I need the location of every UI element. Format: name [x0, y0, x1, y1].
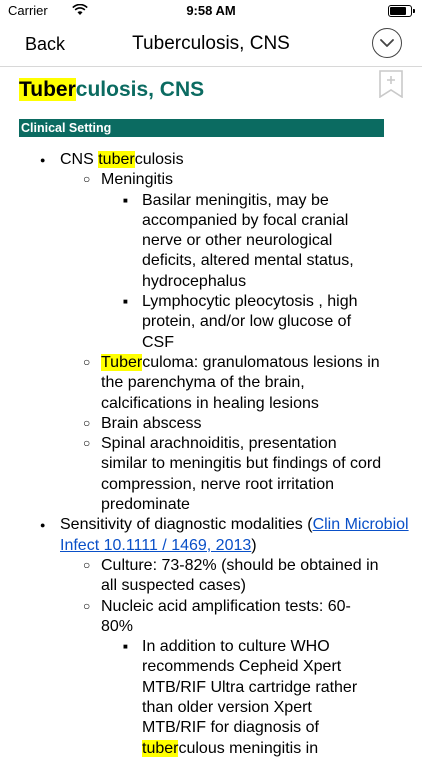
title-text: culosis, CNS: [75, 78, 205, 101]
list-item: ■ Lymphocytic pleocytosis , high protein, and/or low glucose of CSF: [0, 292, 422, 353]
list-item: ○ Spinal arachnoiditis, presentation similar to meningitis but findings of cord compression, nerve root irritation predominate: [0, 434, 422, 515]
article-title: [19, 78, 204, 102]
list-item: [0, 150, 422, 170]
list-item: ○ Culture: 73-82% (should be obtained in all suspected cases): [0, 556, 422, 597]
list-item-text: In addition to culture WHO recommends Cepheid Xpert MTB/RIF Ultra cartridge rather than older version Xpert MTB/RIF for diagnosis of: [142, 638, 358, 737]
list-item: [0, 637, 422, 759]
page-title: Tuberculosis, CNS: [132, 33, 290, 54]
list-item-text: ): [251, 536, 257, 554]
list-item: ○ Nucleic acid amplification tests: 60-80%: [0, 597, 422, 638]
reference-link[interactable]: Clin Microbiol Infect 10.1111 / 1469, 2013: [60, 516, 409, 554]
carrier-label: Carrier: [8, 3, 48, 18]
bullet-list: [0, 150, 422, 759]
battery-icon: [388, 5, 412, 17]
list-item-text: Sensitivity of diagnostic modalities (: [60, 516, 313, 534]
navigation-bar: [0, 22, 422, 67]
search-highlight: tuber: [98, 151, 135, 168]
list-item: ○ Meningitis: [0, 170, 422, 190]
list-item: ■ Basilar meningitis, may be accompanied by focal cranial nerve or other neurological deficits, altered mental status, hydrocephalus: [0, 191, 422, 292]
list-item-text: CNS: [60, 151, 99, 168]
back-button[interactable]: Back: [25, 34, 66, 54]
clock: 9:58 AM: [186, 3, 236, 18]
list-item: [0, 515, 422, 556]
add-bookmark-icon[interactable]: [378, 70, 404, 98]
list-item-text: culoma: granulomatous lesions in the parenchyma of the brain, calcifications in healing lesions: [101, 353, 380, 412]
list-item-text: culous meningitis in: [178, 739, 319, 757]
list-item-text: culosis: [134, 151, 184, 168]
list-item: ○ Brain abscess: [0, 414, 422, 434]
search-highlight: tuber: [142, 739, 179, 757]
list-item: [0, 353, 422, 414]
chevron-down-icon[interactable]: [372, 28, 402, 58]
section-header: Clinical Setting: [19, 119, 384, 137]
search-highlight: Tuber: [101, 353, 143, 371]
status-bar: [0, 0, 422, 22]
search-highlight: Tuber: [19, 78, 76, 101]
